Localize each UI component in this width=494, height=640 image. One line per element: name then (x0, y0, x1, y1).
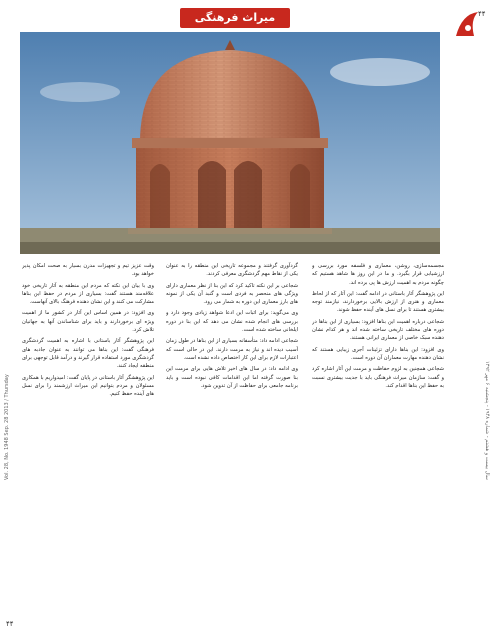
article-column-2 (166, 262, 298, 622)
paragraph: وی افزود: این بناها دارای تزئینات آجری زیبایی هستند که نشان دهنده مهارت معماران آن دوره است. (312, 346, 444, 361)
paragraph: وی با بیان این نکته که مردم این منطقه به آثار تاریخی خود علاقه‌مند هستند گفت: بسیاری از مردم در حفظ این بناها مشارکت می کنند و این نشان دهنده فرهنگ بالای آنهاست. (22, 282, 154, 306)
paragraph: شجاعی ادامه داد: متأسفانه بسیاری از این بناها در طول زمان آسیب دیده اند و نیاز به مرمت دارند. این در حالی است که اعتبارات لازم برای این کار اختصاص داده نشده است. (166, 338, 298, 361)
paragraph: شجاعی درباره اهمیت این بناها افزود: بسیاری از این بناها در دوره های مختلف تاریخی ساخته شده اند و هر کدام نشان دهنده سبک خاصی از معماری ایرانی هستند. (312, 318, 444, 342)
issue-info-english: Vol. 28, No. 1948 Sep. 28 2013 / Thursday (4, 374, 10, 480)
paragraph: این پژوهشگر آثار باستانی در پایان گفت: امیدواریم با همکاری مسئولان و مردم بتوانیم این میراث ارزشمند را برای نسل های آینده حفظ کنیم. (22, 374, 154, 398)
article-column-3 (22, 262, 154, 622)
page-number-top: ۴۴ (478, 10, 486, 18)
paragraph: وی ادامه داد: در سال های اخیر تلاش هایی برای مرمت این بنا صورت گرفته اما این اقدامات کافی نبوده است و باید برنامه جامعی برای حفاظت از آن تدوین شود. (166, 366, 298, 389)
paragraph: وی افزود: در همین اساس این آثار در کشور ما از اهمیت ویژه ای برخوردارند و باید برای شناساندن آنها به جهانیان تلاش کرد. (22, 310, 154, 334)
paragraph: این پژوهشگر آثار باستانی در ادامه گفت: این آثار که از لحاظ معماری و هنری از ارزش بالایی برخوردارند، نیازمند توجه بیشتری هستند تا برای نسل های آینده حفظ شوند. (312, 290, 444, 314)
article-column-1 (312, 262, 444, 622)
paragraph: این پژوهشگر آثار باستانی با اشاره به اهمیت گردشگری فرهنگی گفت: این بناها می توانند به عنوان جاذبه های گردشگری مورد استفاده قرار گیرند و درآمد قابل توجهی برای منطقه ایجاد کنند. (22, 338, 154, 370)
paragraph: شجاعی همچنین به لزوم حفاظت و مرمت این آثار اشاره کرد و گفت: سازمان میراث فرهنگی باید با جدیت بیشتری نسبت به حفظ این بناها اقدام کند. (312, 366, 444, 389)
paragraph: مجسمه‌سازی، روشن، معماری و فلسفه مورد بررسی و ارزشیابی قرار بگیرد. و ما در این روز ها شاهد هستیم که چگونه مردم به اهمیت ارزش ها پی برده اند. (312, 263, 444, 286)
paragraph: شجاعی بر این نکته تاکید کرد که این بنا از نظر معماری دارای ویژگی های منحصر به فردی است و گنبد آن یکی از نمونه های بارز معماری این دوره به شمار می رود. (166, 282, 298, 306)
paragraph: وقت عزیز تیم و تجهیزات مدرن بسیار به صحت امکان پذیر خواهد بود. (22, 263, 154, 278)
tomb-photo (20, 32, 440, 254)
issue-info-persian: سال بیست و هشتم - شماره ۱۹۴۸ - پنجشنبه ۶ مهر ۱۳۹۲ (484, 361, 490, 480)
paragraph: وی می‌گوید: برای اثبات این ادعا شواهد زیادی وجود دارد و بررسی های انجام شده نشان می دهد که این بنا در دوره ایلخانی ساخته شده است. (166, 310, 298, 334)
page-number-bottom: ۴۴ (6, 620, 14, 628)
section-title: میراث فرهنگی (180, 8, 290, 28)
paragraph: گردآوری گرفتند و مجموعه تاریخی این منطقه را به عنوان یکی از نقاط مهم گردشگری معرفی کردند. (166, 263, 298, 278)
